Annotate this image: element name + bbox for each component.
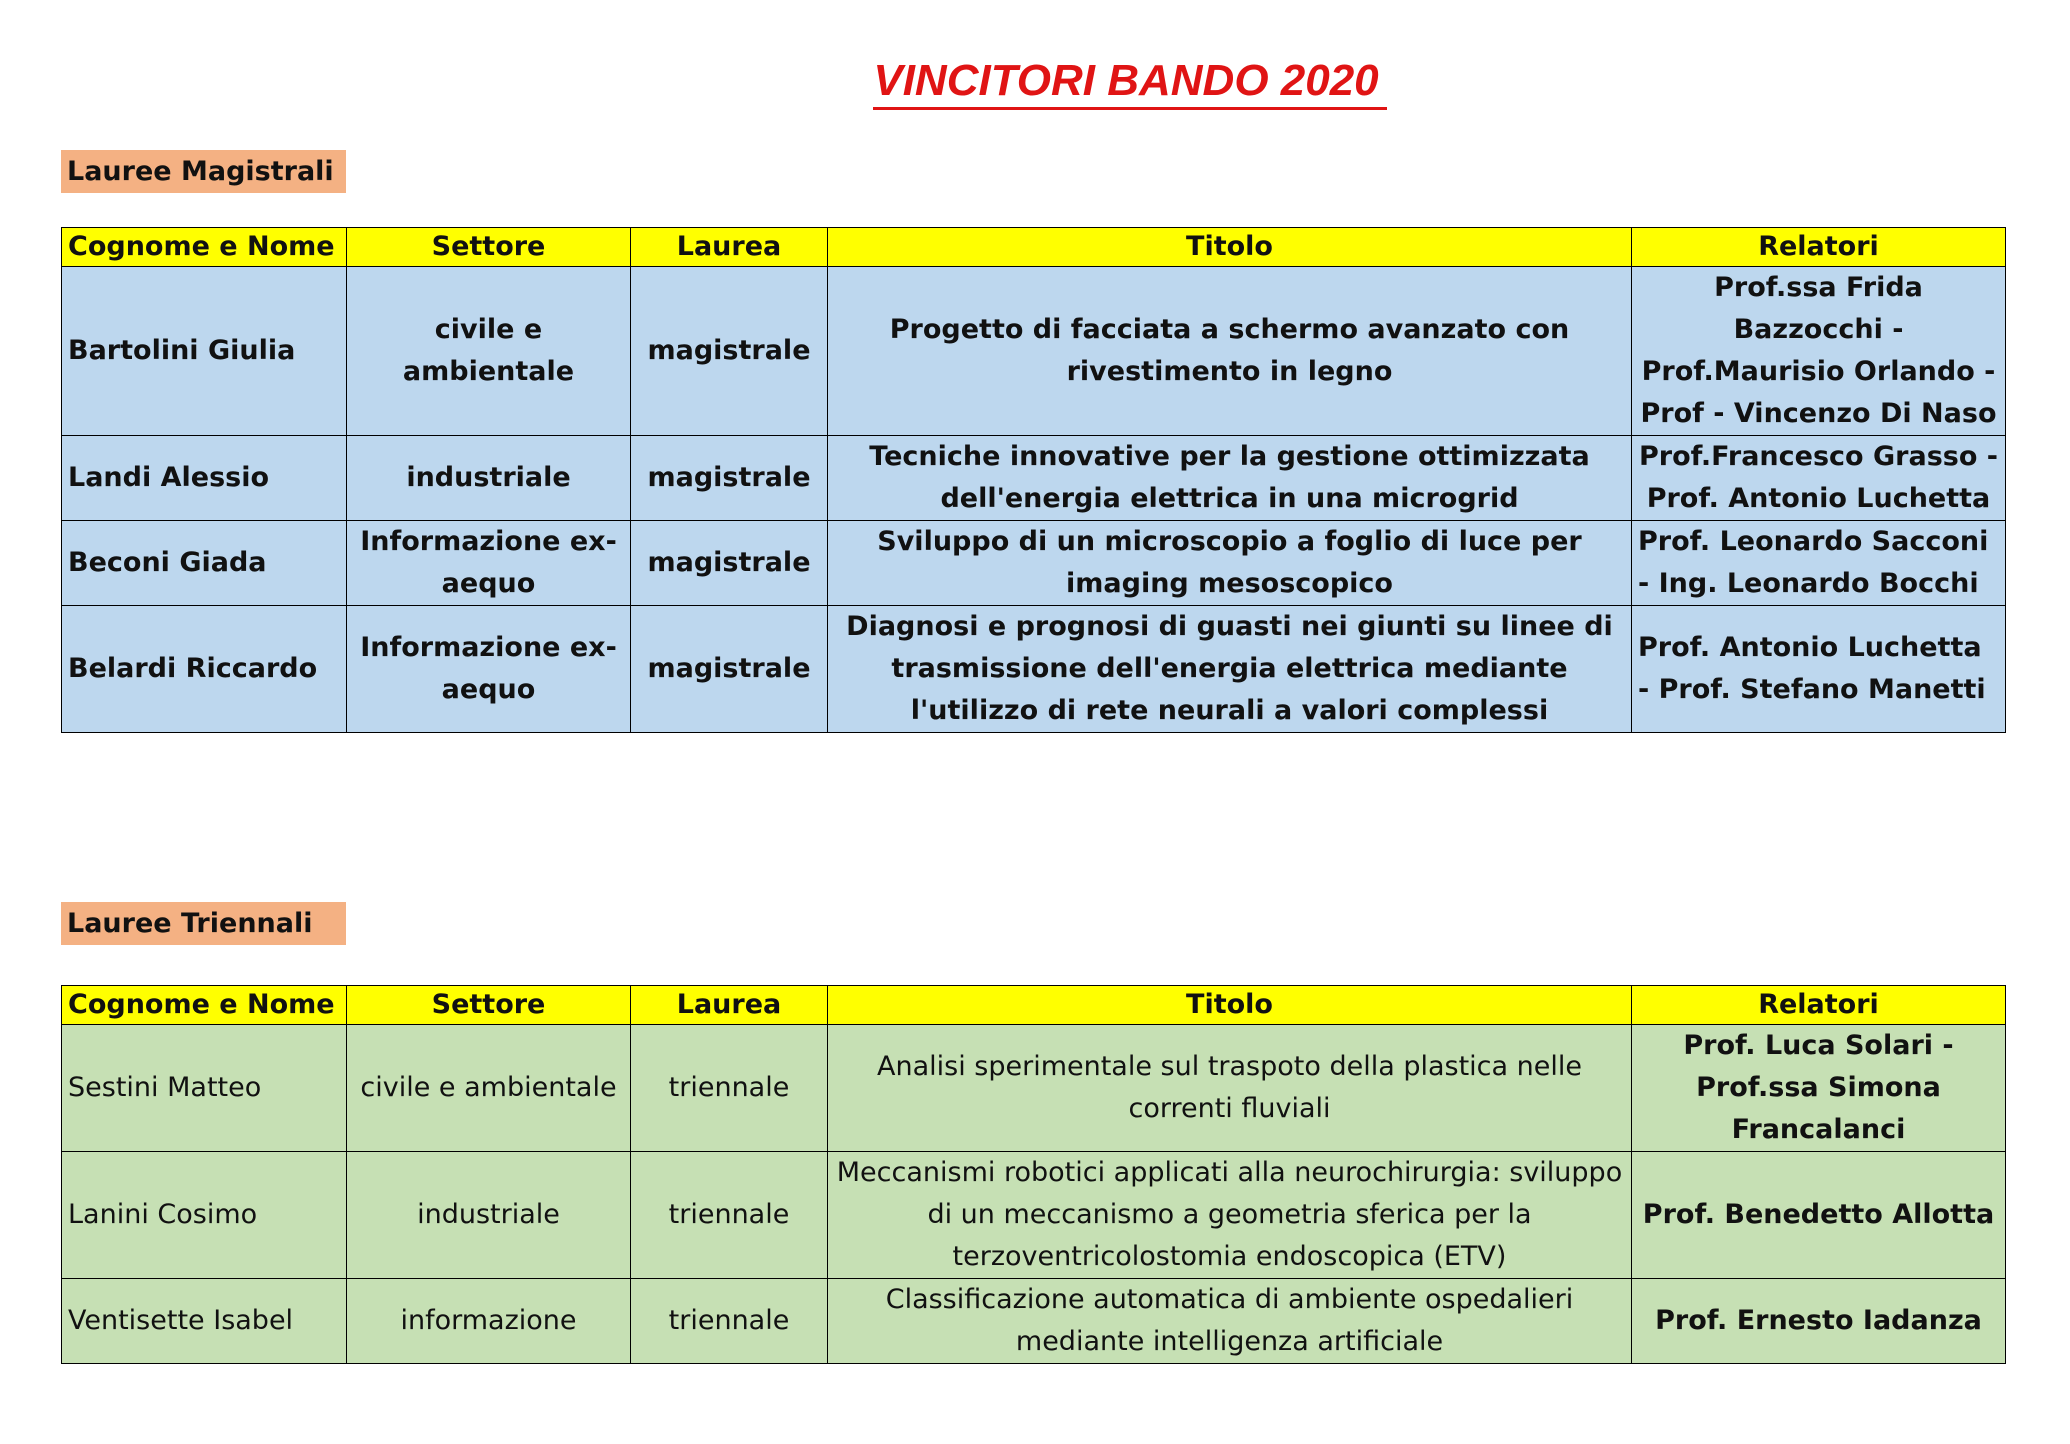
cell-degree: triennale xyxy=(631,1152,828,1279)
cell-title: Progetto di facciata a schermo avanzato con rivestimento in legno xyxy=(828,267,1632,436)
cell-sector: industriale xyxy=(347,1152,631,1279)
header-name: Cognome e Nome xyxy=(62,228,347,267)
triennali-table xyxy=(61,985,2006,1364)
cell-sector: industriale xyxy=(347,436,631,521)
cell-supervisors: Prof. Ernesto Iadanza xyxy=(1632,1279,2006,1364)
section-label-magistrali: Lauree Magistrali xyxy=(61,150,346,193)
cell-supervisors: Prof. Leonardo Sacconi - Ing. Leonardo Bocchi xyxy=(1632,521,2006,606)
magistrali-table xyxy=(61,227,2006,733)
header-name: Cognome e Nome xyxy=(62,986,347,1025)
table-header-row xyxy=(62,228,2006,267)
cell-name: Ventisette Isabel xyxy=(62,1279,347,1364)
cell-sector: informazione xyxy=(347,1279,631,1364)
header-title: Titolo xyxy=(828,228,1632,267)
header-degree: Laurea xyxy=(631,986,828,1025)
cell-degree: triennale xyxy=(631,1279,828,1364)
cell-title: Sviluppo di un microscopio a foglio di luce per imaging mesoscopico xyxy=(828,521,1632,606)
cell-sector: civile e ambientale xyxy=(347,1025,631,1152)
table-row xyxy=(62,1152,2006,1279)
cell-title: Meccanismi robotici applicati alla neurochirurgia: sviluppo di un meccanismo a geometria sferica per la terzoventricolostomia endoscopica (ETV) xyxy=(828,1152,1632,1279)
cell-degree: magistrale xyxy=(631,521,828,606)
cell-degree: magistrale xyxy=(631,436,828,521)
page-title-text: VINCITORI BANDO 2020 xyxy=(873,56,1386,110)
header-sector: Settore xyxy=(347,986,631,1025)
cell-sector: Informazione ex-aequo xyxy=(347,606,631,733)
table-row xyxy=(62,521,2006,606)
cell-title: Analisi sperimentale sul traspoto della plastica nelle correnti fluviali xyxy=(828,1025,1632,1152)
cell-degree: magistrale xyxy=(631,606,828,733)
cell-supervisors: Prof.ssa Frida Bazzocchi - Prof.Maurisio Orlando - Prof - Vincenzo Di Naso xyxy=(1632,267,2006,436)
cell-title: Tecniche innovative per la gestione ottimizzata dell'energia elettrica in una microgrid xyxy=(828,436,1632,521)
cell-name: Bartolini Giulia xyxy=(62,267,347,436)
cell-sector: civile e ambientale xyxy=(347,267,631,436)
cell-supervisors: Prof. Luca Solari - Prof.ssa Simona Francalanci xyxy=(1632,1025,2006,1152)
cell-degree: magistrale xyxy=(631,267,828,436)
cell-title: Classificazione automatica di ambiente ospedalieri mediante intelligenza artificiale xyxy=(828,1279,1632,1364)
cell-supervisors: Prof. Benedetto Allotta xyxy=(1632,1152,2006,1279)
table-row xyxy=(62,1025,2006,1152)
table-header-row xyxy=(62,986,2006,1025)
header-supervisors: Relatori xyxy=(1632,986,2006,1025)
header-degree: Laurea xyxy=(631,228,828,267)
header-title: Titolo xyxy=(828,986,1632,1025)
table-row xyxy=(62,436,2006,521)
table-row xyxy=(62,606,2006,733)
table-row xyxy=(62,1279,2006,1364)
header-supervisors: Relatori xyxy=(1632,228,2006,267)
page-title xyxy=(0,56,2070,106)
cell-supervisors: Prof.Francesco Grasso - Prof. Antonio Luchetta xyxy=(1632,436,2006,521)
cell-degree: triennale xyxy=(631,1025,828,1152)
cell-name: Lanini Cosimo xyxy=(62,1152,347,1279)
table-row xyxy=(62,267,2006,436)
cell-name: Landi Alessio xyxy=(62,436,347,521)
cell-title: Diagnosi e prognosi di guasti nei giunti su linee di trasmissione dell'energia elettrica mediante l'utilizzo di rete neurali a valori complessi xyxy=(828,606,1632,733)
cell-sector: Informazione ex-aequo xyxy=(347,521,631,606)
cell-supervisors: Prof. Antonio Luchetta - Prof. Stefano Manetti xyxy=(1632,606,2006,733)
cell-name: Belardi Riccardo xyxy=(62,606,347,733)
header-sector: Settore xyxy=(347,228,631,267)
cell-name: Sestini Matteo xyxy=(62,1025,347,1152)
cell-name: Beconi Giada xyxy=(62,521,347,606)
section-label-triennali: Lauree Triennali xyxy=(61,902,346,945)
